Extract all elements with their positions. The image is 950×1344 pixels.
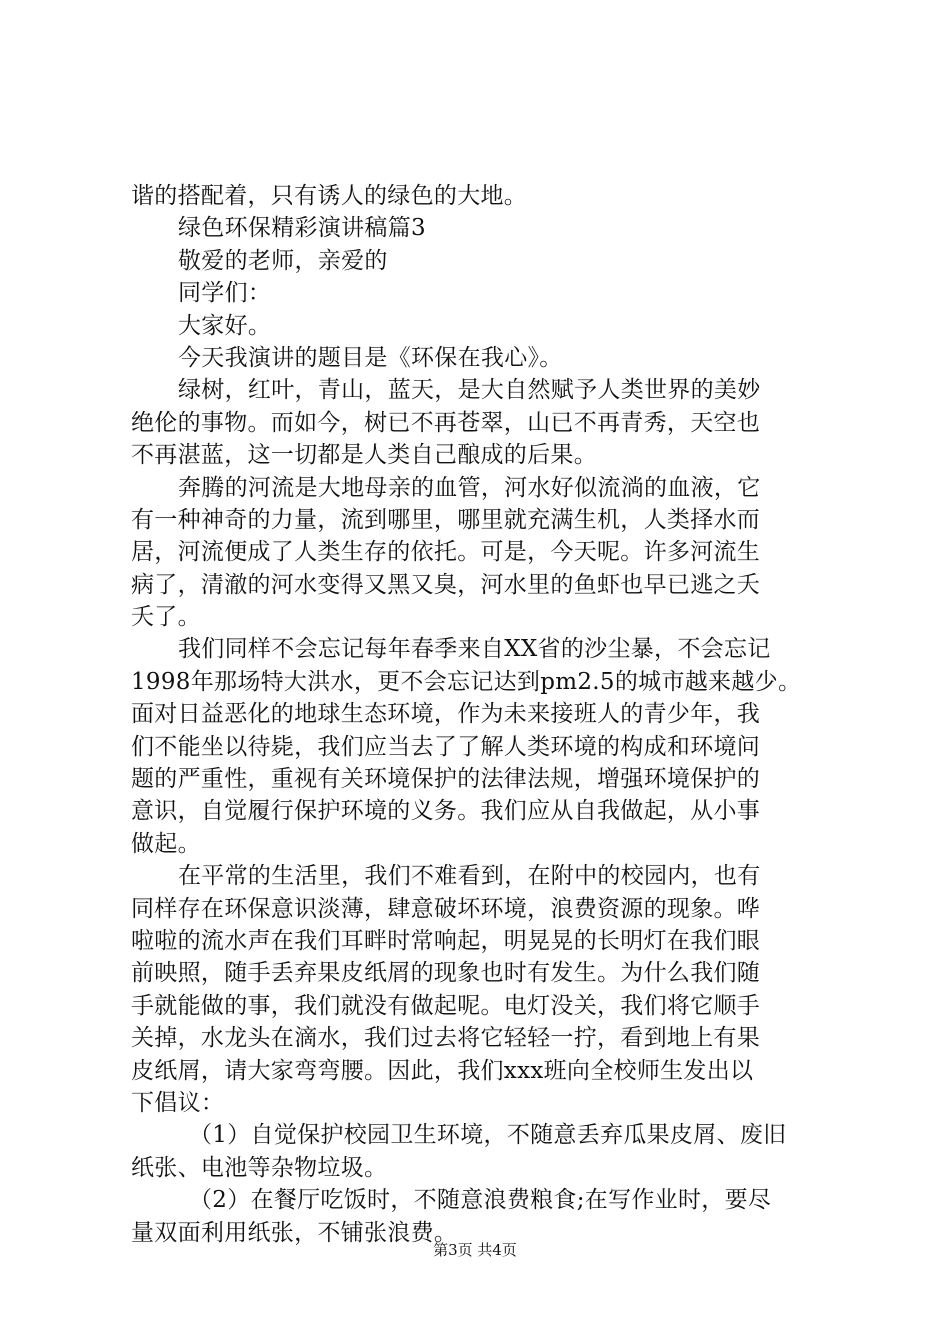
text-line: 前映照，随手丢弃果皮纸屑的现象也时有发生。为什么我们随 <box>131 960 761 987</box>
text-line: 纸张、电池等杂物垃圾。 <box>131 1154 388 1181</box>
page-footer <box>0 1240 950 1260</box>
text-line: 绝伦的事物。而如今，树已不再苍翠，山已不再青秀，天空也 <box>131 409 761 436</box>
text-line: 做起。 <box>131 830 201 857</box>
list-item: （2）在餐厅吃饭时，不随意浪费粮食;在写作业时，要尽 <box>189 1187 772 1214</box>
text-line: 同样存在环保意识淡薄，肆意破坏环境，浪费资源的现象。哗 <box>131 895 761 922</box>
text-line: 夭了。 <box>131 604 201 631</box>
text-line: 居，河流便成了人类生存的依托。可是，今天呢。许多河流生 <box>131 539 761 566</box>
text-line: 量双面利用纸张，不铺张浪费。 <box>131 1219 458 1246</box>
salutation-line: 同学们： <box>178 280 272 307</box>
text-line: 面对日益恶化的地球生态环境，作为未来接班人的青少年，我 <box>131 701 761 728</box>
text-line: 下倡议： <box>131 1089 225 1116</box>
text-line: 有一种神奇的力量，流到哪里，哪里就充满生机，人类择水而 <box>131 506 761 533</box>
list-item: （1）自觉保护校园卫生环境，不随意丢弃瓜果皮屑、废旧 <box>189 1122 787 1149</box>
text-line: 手就能做的事，我们就没有做起呢。电灯没关，我们将它顺手 <box>131 992 761 1019</box>
text-line: 题的严重性，重视有关环境保护的法律法规，增强环境保护的 <box>131 766 761 793</box>
text-line: 关掉，水龙头在滴水，我们过去将它轻轻一拧，看到地上有果 <box>131 1025 761 1052</box>
text-line: 奔腾的河流是大地母亲的血管，河水好似流淌的血液，它 <box>178 474 761 501</box>
text-line: 我们同样不会忘记每年春季来自XX省的沙尘暴，不会忘记 <box>178 636 771 663</box>
greeting-line: 大家好。 <box>178 312 272 339</box>
text-line: 们不能坐以待毙，我们应当去了了解人类环境的构成和环境问 <box>131 733 761 760</box>
text-line: 意识，自觉履行保护环境的义务。我们应从自我做起，从小事 <box>131 798 761 825</box>
text-line: 1998年那场特大洪水，更不会忘记达到pm2.5的城市越来越少。 <box>131 668 802 695</box>
text-line: 病了，清澈的河水变得又黑又臭，河水里的鱼虾也早已逃之夭 <box>131 571 761 598</box>
text-line: 在平常的生活里，我们不难看到，在附中的校园内，也有 <box>178 863 761 890</box>
salutation-line: 敬爱的老师，亲爱的 <box>178 247 388 274</box>
document-body <box>131 180 831 1249</box>
text-line: 今天我演讲的题目是《环保在我心》。 <box>178 344 563 371</box>
text-line: 谐的搭配着，只有诱人的绿色的大地。 <box>131 183 528 209</box>
text-line: 皮纸屑，请大家弯弯腰。因此，我们xxx班向全校师生发出以 <box>131 1057 754 1084</box>
section-heading: 绿色环保精彩演讲稿篇3 <box>178 215 426 242</box>
page-number: 第3页 共4页 <box>433 1241 517 1259</box>
text-line: 啦啦的流水声在我们耳畔时常响起，明晃晃的长明灯在我们眼 <box>131 927 761 954</box>
text-line: 绿树，红叶，青山，蓝天，是大自然赋予人类世界的美妙 <box>178 377 761 404</box>
text-line: 不再湛蓝，这一切都是人类自己酿成的后果。 <box>131 442 597 469</box>
